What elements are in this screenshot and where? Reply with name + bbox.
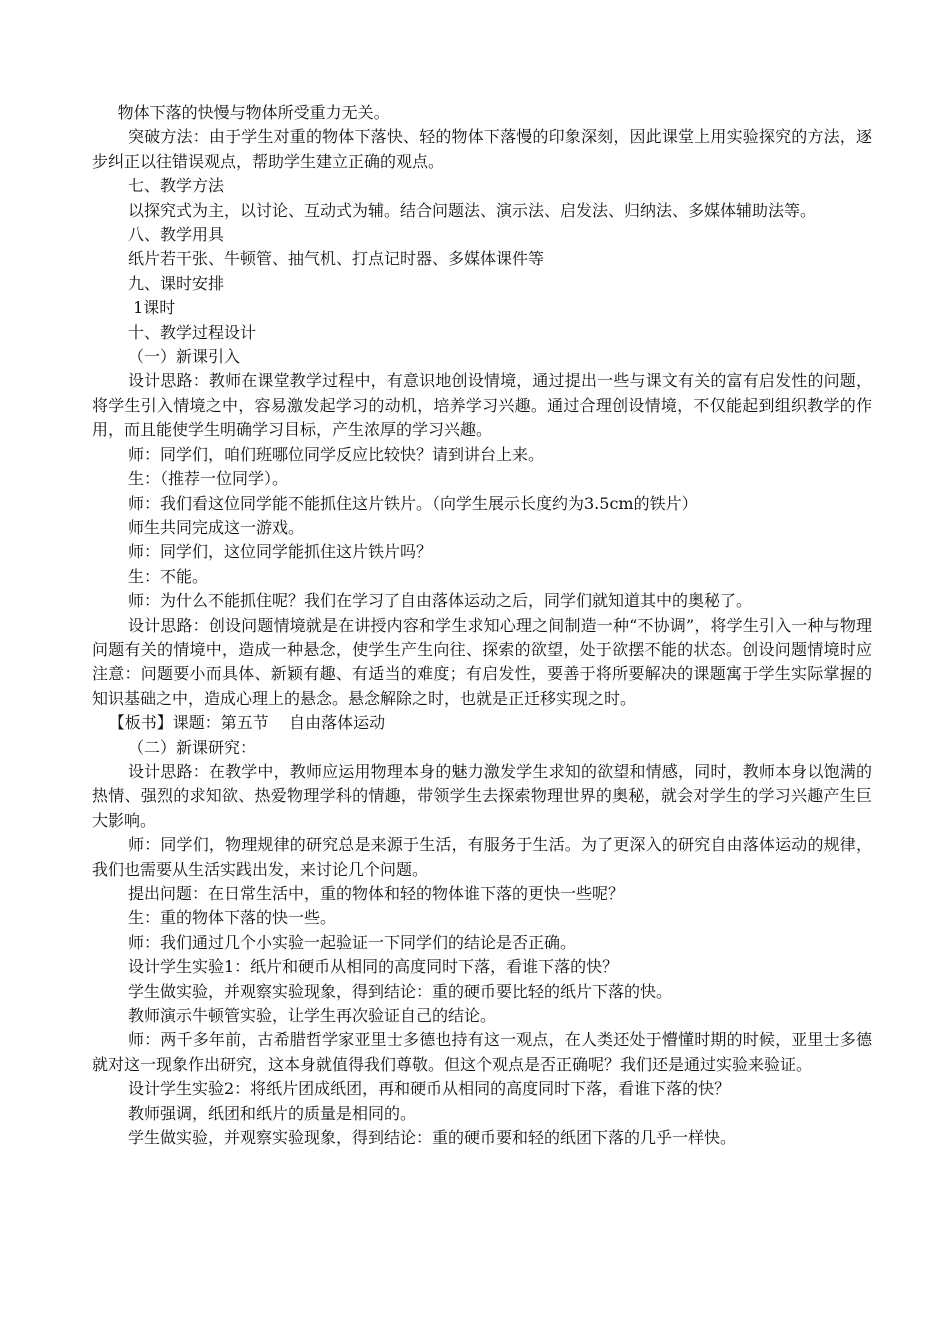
paragraph: 提出问题：在日常生活中，重的物体和轻的物体谁下落的更快一些呢？	[128, 884, 625, 903]
paragraph: 【板书】课题：第五节 自由落体运动	[108, 713, 386, 733]
paragraph: 师：我们看这位同学能不能抓住这片铁片。（向学生展示长度约为3.5cm的铁片）	[128, 493, 698, 513]
paragraph: 设计思路：创设问题情境就是在讲授内容和学生求知心理之间制造一种“不协调”，将学生引入一种与物理问题有关的情境中，造成一种悬念，使学生产生向往、探索的欲望，处于欲摆不能的状态。创设问题情境时应注意：问题要小而具体、新颖有趣、有适当的难度；有启发性，要善于将所要解决的课题寓于学生实际掌握的知识基础之中，造成心理上的悬念。悬念解除之时，也就是正迁移实现之时。	[92, 615, 872, 708]
paragraph: 设计思路：在教学中，教师应运用物理本身的魅力激发学生求知的欲望和情感，同时，教师本身以饱满的热情、强烈的求知欲、热爱物理学科的情趣，带领学生去探索物理世界的奥秘，就会对学生的学习兴趣产生巨大影响。	[92, 761, 872, 830]
paragraph: 师：为什么不能抓住呢？我们在学习了自由落体运动之后，同学们就知道其中的奥秘了。	[128, 591, 753, 611]
paragraph: 师：同学们，物理规律的研究总是来源于生活，有服务于生活。为了更深入的研究自由落体运动的规律，我们也需要从生活实践出发，来讨论几个问题。	[92, 835, 872, 879]
document-body	[92, 101, 872, 1150]
paragraph: 师：同学们，咱们班哪位同学反应比较快？请到讲台上来。	[128, 444, 545, 464]
paragraph: 设计学生实验2：将纸片团成纸团，再和硬币从相同的高度同时下落，看谁下落的快？	[128, 1079, 731, 1099]
paragraph: 突破方法：由于学生对重的物体下落快、轻的物体下落慢的印象深刻，因此课堂上用实验探究的方法，逐步纠正以往错误观点，帮助学生建立正确的观点。	[92, 127, 872, 171]
paragraph: 纸片若干张、牛顿管、抽气机、打点记时器、多媒体课件等	[128, 249, 545, 269]
paragraph: 师：同学们，这位同学能抓住这片铁片吗？	[128, 542, 433, 562]
paragraph: 生：不能。	[128, 566, 209, 586]
paragraph: 教师演示牛顿管实验，让学生再次验证自己的结论。	[128, 1006, 497, 1026]
paragraph: （一）新课引入	[128, 347, 241, 367]
paragraph: 九、课时安排	[128, 273, 225, 293]
paragraph: 学生做实验，并观察实验现象，得到结论：重的硬币要比轻的纸片下落的快。	[128, 981, 673, 1001]
paragraph: 师生共同完成这一游戏。	[128, 517, 305, 537]
paragraph: 以探究式为主，以讨论、互动式为辅。结合问题法、演示法、启发法、归纳法、多媒体辅助法等。	[128, 200, 817, 220]
paragraph: 师：两千多年前，古希腊哲学家亚里士多德也持有这一观点，在人类还处于懵懂时期的时候，亚里士多德就对这一现象作出研究，这本身就值得我们尊敬。但这个观点是否正确呢？我们还是通过实验来验证。	[92, 1030, 872, 1074]
paragraph: 设计学生实验1：纸片和硬币从相同的高度同时下落，看谁下落的快？	[128, 957, 619, 977]
paragraph: 生：重的物体下落的快一些。	[128, 908, 337, 928]
paragraph: 设计思路：教师在课堂教学过程中，有意识地创设情境，通过提出一些与课文有关的富有启发性的问题，将学生引入情境之中，容易激发起学习的动机，培养学习兴趣。通过合理创设情境，不仅能起到组织教学的作用，而且能使学生明确学习目标，产生浓厚的学习兴趣。	[92, 371, 872, 440]
paragraph: 生：（推荐一位同学）。	[128, 469, 289, 489]
paragraph: 学生做实验，并观察实验现象，得到结论：重的硬币要和轻的纸团下落的几乎一样快。	[128, 1128, 737, 1148]
paragraph: 物体下落的快慢与物体所受重力无关。	[117, 103, 390, 122]
paragraph: 十、教学过程设计	[128, 322, 257, 342]
paragraph: 七、教学方法	[128, 176, 225, 196]
paragraph: 师：我们通过几个小实验一起验证一下同学们的结论是否正确。	[128, 932, 577, 952]
paragraph: 教师强调，纸团和纸片的质量是相同的。	[128, 1103, 417, 1123]
paragraph: 1课时	[128, 298, 176, 318]
paragraph: 八、教学用具	[128, 225, 225, 245]
paragraph: （二）新课研究：	[128, 737, 257, 757]
